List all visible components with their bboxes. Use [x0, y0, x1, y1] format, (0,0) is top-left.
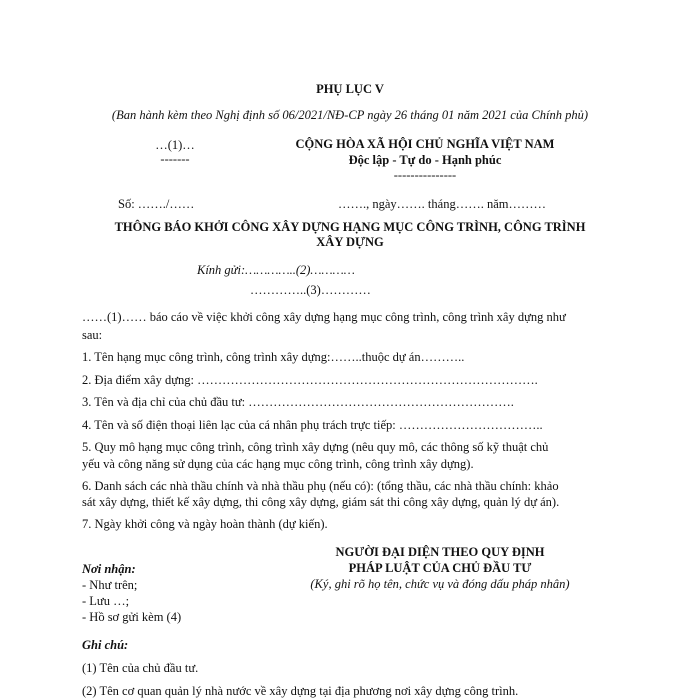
document-title-line2: XÂY DỰNG: [316, 235, 384, 249]
recipient-line2: …………..(3)…………: [250, 283, 371, 297]
notes-label: Ghi chú:: [82, 638, 129, 652]
recipient-line1: Kính gửi:…………..(2)…………: [197, 263, 355, 277]
appendix-subtitle: (Ban hành kèm theo Nghị định số 06/2021/NĐ-CP ngày 26 tháng 01 năm 2021 của Chính phủ): [111, 108, 589, 122]
item-5-line2: yếu và công năng sử dụng của các hạng mục công trình, công trình xây dựng).: [82, 457, 474, 471]
item-7: 7. Ngày khởi công và ngày hoàn thành (dự kiến).: [82, 517, 328, 531]
issuer-placeholder: …(1)…: [155, 138, 195, 152]
receiver-2: - Lưu …;: [82, 594, 130, 608]
item-6-line1: 6. Danh sách các nhà thầu chính và nhà thầu phụ (nếu có): (tổng thầu, các nhà thầu chính: khảo: [82, 479, 559, 493]
item-3: 3. Tên và địa chỉ của chủ đầu tư: ……………………………………………………….: [82, 395, 514, 409]
motto-divider: ---------------: [393, 168, 457, 182]
note-1: (1) Tên của chủ đầu tư.: [82, 661, 199, 675]
note-2: (2) Tên cơ quan quản lý nhà nước về xây dựng tại địa phương nơi xây dựng công trình.: [82, 684, 519, 698]
document-date: ……., ngày……. tháng……. năm………: [338, 197, 546, 211]
national-motto: Độc lập - Tự do - Hạnh phúc: [348, 153, 502, 167]
document-title-line1: THÔNG BÁO KHỞI CÔNG XÂY DỰNG HẠNG MỤC CÔNG TRÌNH, CÔNG TRÌNH: [114, 220, 586, 234]
item-4: 4. Tên và số điện thoại liên lạc của cá nhân phụ trách trực tiếp: ……………………………..: [82, 418, 543, 432]
receivers-label: Nơi nhận:: [82, 562, 136, 576]
item-6-line2: sát xây dựng, thiết kế xây dựng, thi công xây dựng, giám sát thi công xây dựng, quản lý dự án).: [82, 495, 560, 509]
item-2: 2. Địa điểm xây dựng: ……………………………………………………………………….: [82, 373, 538, 387]
signer-instruction: (Ký, ghi rõ họ tên, chức vụ và đóng dấu pháp nhân): [310, 577, 570, 591]
receiver-3: - Hồ sơ gửi kèm (4): [82, 610, 182, 624]
national-heading: CỘNG HÒA XÃ HỘI CHỦ NGHĨA VIỆT NAM: [295, 137, 555, 151]
document-number: Số: ……./……: [118, 197, 195, 211]
issuer-divider: -------: [160, 152, 190, 166]
receiver-1: - Như trên;: [82, 578, 138, 592]
intro-line2: sau:: [82, 328, 103, 342]
intro-line1: ……(1)…… báo cáo về việc khởi công xây dựng hạng mục công trình, công trình xây dựng như: [82, 310, 566, 324]
item-1: 1. Tên hạng mục công trình, công trình xây dựng:……..thuộc dự án………..: [82, 350, 465, 364]
signer-title-line2: PHÁP LUẬT CỦA CHỦ ĐẦU TƯ: [348, 561, 532, 575]
appendix-title: PHỤ LỤC V: [316, 82, 384, 96]
signer-title-line1: NGƯỜI ĐẠI DIỆN THEO QUY ĐỊNH: [335, 545, 545, 559]
item-5-line1: 5. Quy mô hạng mục công trình, công trình xây dựng (nêu quy mô, các thông số kỹ thuật chủ: [82, 440, 549, 454]
